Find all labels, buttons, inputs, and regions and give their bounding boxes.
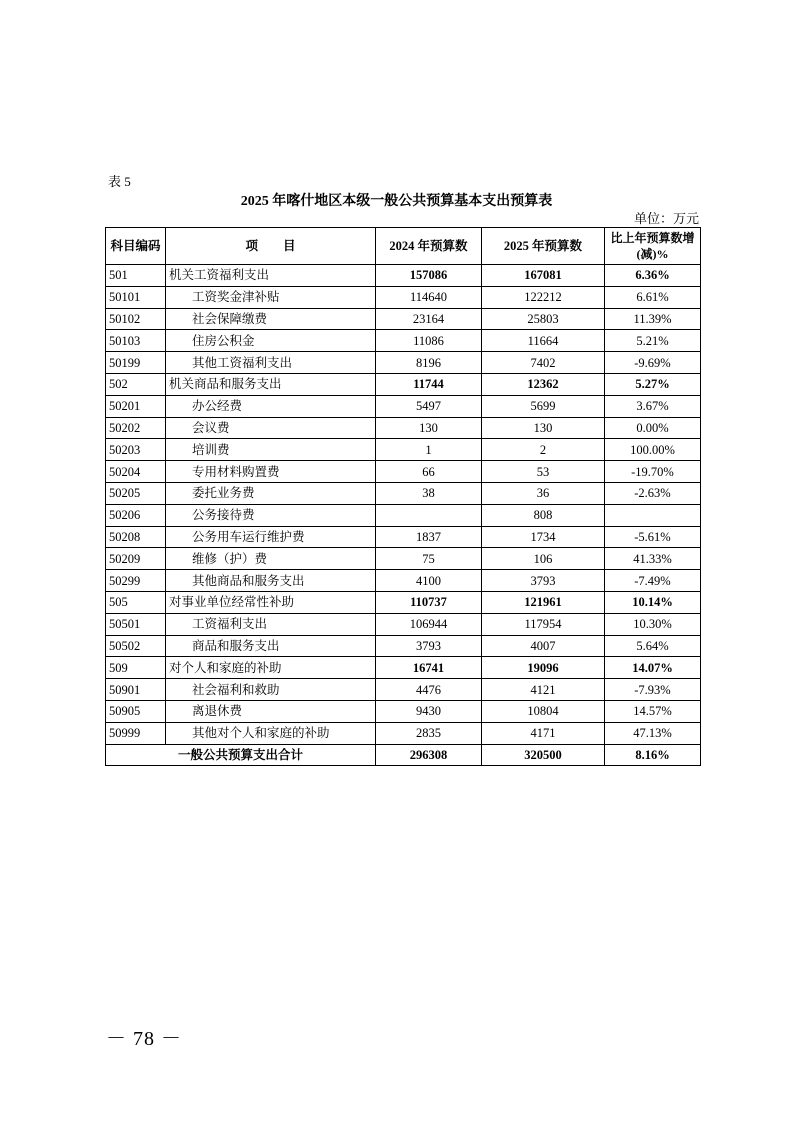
value-2024-cell: 114640 [376, 286, 482, 308]
code-cell: 509 [106, 657, 166, 679]
value-2024-cell: 11744 [376, 373, 482, 395]
code-cell: 501 [106, 265, 166, 287]
total-2024: 296308 [376, 744, 482, 766]
value-2024-cell: 4476 [376, 679, 482, 701]
total-row [106, 744, 701, 766]
category-row [106, 657, 701, 679]
item-name-cell: 专用材料购置费 [166, 461, 376, 483]
table-header [106, 228, 701, 265]
value-2025-cell: 167081 [482, 265, 605, 287]
table-row [106, 526, 701, 548]
category-row [106, 373, 701, 395]
value-2025-cell: 2 [482, 439, 605, 461]
item-name-cell: 住房公积金 [166, 330, 376, 352]
change-percent-cell: 100.00% [605, 439, 701, 461]
value-2024-cell: 38 [376, 482, 482, 504]
value-2024-cell: 9430 [376, 700, 482, 722]
header-2024: 2024 年预算数 [376, 228, 482, 265]
code-cell: 505 [106, 591, 166, 613]
table-row [106, 570, 701, 592]
change-percent-cell: -9.69% [605, 352, 701, 374]
table-footer [106, 744, 701, 766]
document-title: 2025 年喀什地区本级一般公共预算基本支出预算表 [240, 194, 553, 209]
value-2025-cell: 53 [482, 461, 605, 483]
change-percent-cell: 10.14% [605, 591, 701, 613]
change-percent-cell: 3.67% [605, 395, 701, 417]
code-cell: 50101 [106, 286, 166, 308]
code-cell: 50199 [106, 352, 166, 374]
table-row [106, 635, 701, 657]
item-name-cell: 其他对个人和家庭的补助 [166, 722, 376, 744]
value-2024-cell: 16741 [376, 657, 482, 679]
value-2024-cell [376, 504, 482, 526]
code-cell: 50202 [106, 417, 166, 439]
code-cell: 50208 [106, 526, 166, 548]
table-row [106, 439, 701, 461]
item-name-cell: 机关商品和服务支出 [166, 373, 376, 395]
value-2025-cell: 19096 [482, 657, 605, 679]
table-row [106, 308, 701, 330]
value-2024-cell: 5497 [376, 395, 482, 417]
value-2024-cell: 1 [376, 439, 482, 461]
table-row [106, 679, 701, 701]
header-change: 比上年预算数增(减)% [605, 228, 701, 265]
item-name-cell: 社会福利和救助 [166, 679, 376, 701]
value-2024-cell: 23164 [376, 308, 482, 330]
value-2025-cell: 5699 [482, 395, 605, 417]
change-percent-cell: 5.21% [605, 330, 701, 352]
code-cell: 50999 [106, 722, 166, 744]
category-row [106, 265, 701, 287]
change-percent-cell: 10.30% [605, 613, 701, 635]
value-2025-cell: 117954 [482, 613, 605, 635]
change-percent-cell: 47.13% [605, 722, 701, 744]
total-2025: 320500 [482, 744, 605, 766]
item-name-cell: 商品和服务支出 [166, 635, 376, 657]
code-cell: 50201 [106, 395, 166, 417]
value-2025-cell: 7402 [482, 352, 605, 374]
item-name-cell: 维修（护）费 [166, 548, 376, 570]
item-name-cell: 其他工资福利支出 [166, 352, 376, 374]
item-name-cell: 其他商品和服务支出 [166, 570, 376, 592]
table-row [106, 395, 701, 417]
value-2024-cell: 8196 [376, 352, 482, 374]
item-name-cell: 办公经费 [166, 395, 376, 417]
value-2025-cell: 11664 [482, 330, 605, 352]
budget-table [105, 227, 701, 766]
page-number: － 78 － [106, 1028, 182, 1050]
table-row [106, 286, 701, 308]
change-percent-cell: 0.00% [605, 417, 701, 439]
item-name-cell: 对个人和家庭的补助 [166, 657, 376, 679]
value-2025-cell: 122212 [482, 286, 605, 308]
code-cell: 50102 [106, 308, 166, 330]
value-2024-cell: 106944 [376, 613, 482, 635]
value-2025-cell: 106 [482, 548, 605, 570]
change-percent-cell [605, 504, 701, 526]
header-2025: 2025 年预算数 [482, 228, 605, 265]
value-2025-cell: 130 [482, 417, 605, 439]
table-row [106, 700, 701, 722]
change-percent-cell: 14.57% [605, 700, 701, 722]
value-2025-cell: 10804 [482, 700, 605, 722]
value-2025-cell: 1734 [482, 526, 605, 548]
value-2025-cell: 4121 [482, 679, 605, 701]
header-code: 科目编码 [106, 228, 166, 265]
code-cell: 50501 [106, 613, 166, 635]
value-2025-cell: 4171 [482, 722, 605, 744]
value-2024-cell: 110737 [376, 591, 482, 613]
table-row [106, 482, 701, 504]
table-row [106, 417, 701, 439]
value-2025-cell: 36 [482, 482, 605, 504]
change-percent-cell: -2.63% [605, 482, 701, 504]
table-row [106, 352, 701, 374]
value-2024-cell: 1837 [376, 526, 482, 548]
change-percent-cell: 6.61% [605, 286, 701, 308]
change-percent-cell: 5.27% [605, 373, 701, 395]
item-name-cell: 公务接待费 [166, 504, 376, 526]
code-cell: 50905 [106, 700, 166, 722]
code-cell: 50209 [106, 548, 166, 570]
table-number-label: 表 5 [108, 174, 131, 189]
value-2024-cell: 2835 [376, 722, 482, 744]
unit-label: 单位：万元 [633, 211, 699, 226]
item-name-cell: 会议费 [166, 417, 376, 439]
item-name-cell: 培训费 [166, 439, 376, 461]
table-row [106, 722, 701, 744]
value-2024-cell: 157086 [376, 265, 482, 287]
category-row [106, 591, 701, 613]
table-body [106, 265, 701, 745]
code-cell: 50299 [106, 570, 166, 592]
value-2025-cell: 121961 [482, 591, 605, 613]
item-name-cell: 离退休费 [166, 700, 376, 722]
table-row [106, 548, 701, 570]
header-row [106, 228, 701, 265]
table-row [106, 330, 701, 352]
change-percent-cell: 5.64% [605, 635, 701, 657]
header-item: 项 目 [166, 228, 376, 265]
value-2025-cell: 3793 [482, 570, 605, 592]
value-2024-cell: 75 [376, 548, 482, 570]
table-row [106, 461, 701, 483]
code-cell: 50203 [106, 439, 166, 461]
value-2025-cell: 4007 [482, 635, 605, 657]
value-2025-cell: 12362 [482, 373, 605, 395]
value-2025-cell: 808 [482, 504, 605, 526]
change-percent-cell: 11.39% [605, 308, 701, 330]
code-cell: 50901 [106, 679, 166, 701]
code-cell: 502 [106, 373, 166, 395]
table-row [106, 504, 701, 526]
code-cell: 50204 [106, 461, 166, 483]
total-change: 8.16% [605, 744, 701, 766]
total-label: 一般公共预算支出合计 [106, 744, 376, 766]
change-percent-cell: 6.36% [605, 265, 701, 287]
change-percent-cell: 41.33% [605, 548, 701, 570]
item-name-cell: 工资福利支出 [166, 613, 376, 635]
item-name-cell: 对事业单位经常性补助 [166, 591, 376, 613]
change-percent-cell: 14.07% [605, 657, 701, 679]
item-name-cell: 机关工资福利支出 [166, 265, 376, 287]
code-cell: 50502 [106, 635, 166, 657]
item-name-cell: 工资奖金津补贴 [166, 286, 376, 308]
value-2024-cell: 3793 [376, 635, 482, 657]
code-cell: 50205 [106, 482, 166, 504]
item-name-cell: 公务用车运行维护费 [166, 526, 376, 548]
change-percent-cell: -7.49% [605, 570, 701, 592]
value-2025-cell: 25803 [482, 308, 605, 330]
code-cell: 50206 [106, 504, 166, 526]
item-name-cell: 委托业务费 [166, 482, 376, 504]
value-2024-cell: 11086 [376, 330, 482, 352]
table-row [106, 613, 701, 635]
change-percent-cell: -5.61% [605, 526, 701, 548]
change-percent-cell: -19.70% [605, 461, 701, 483]
value-2024-cell: 66 [376, 461, 482, 483]
value-2024-cell: 130 [376, 417, 482, 439]
item-name-cell: 社会保障缴费 [166, 308, 376, 330]
value-2024-cell: 4100 [376, 570, 482, 592]
change-percent-cell: -7.93% [605, 679, 701, 701]
code-cell: 50103 [106, 330, 166, 352]
